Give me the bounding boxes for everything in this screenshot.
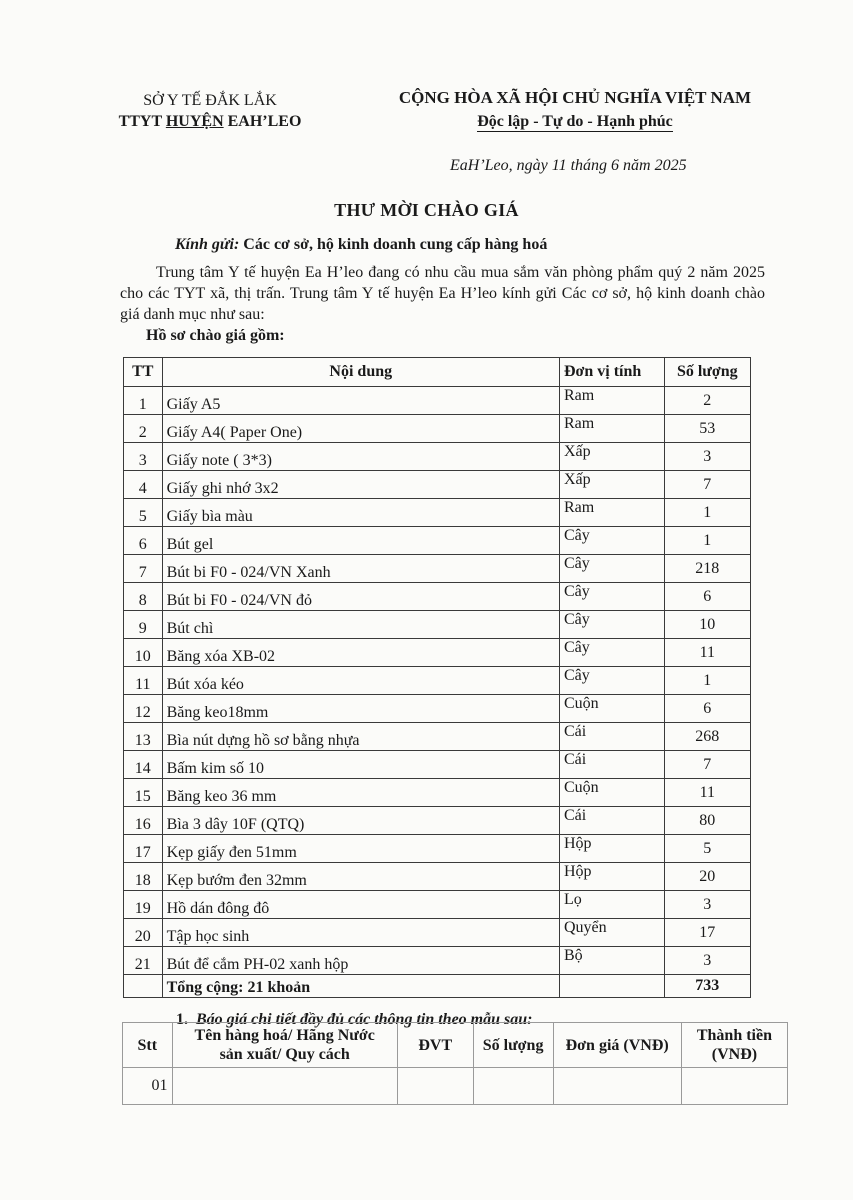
table-row: [124, 947, 751, 975]
row-name: Bút xóa kéo: [162, 667, 559, 695]
national-title: CỘNG HÒA XÃ HỘI CHỦ NGHĨA VIỆT NAM: [398, 88, 752, 107]
quote-table-header: [123, 1023, 788, 1068]
row-qty: 7: [664, 751, 750, 779]
row-name: Bút chì: [162, 611, 559, 639]
row-qty: 3: [664, 947, 750, 975]
table-row: [124, 779, 751, 807]
row-name: Bìa 3 dây 10F (QTQ): [162, 807, 559, 835]
row-tt: 6: [124, 527, 163, 555]
row-unit: Bộ: [559, 947, 664, 975]
document-title: THƯ MỜI CHÀO GIÁ: [334, 200, 519, 220]
row-name: Bút bi F0 - 024/VN đỏ: [162, 583, 559, 611]
table-row: [124, 639, 751, 667]
row-qty: 268: [664, 723, 750, 751]
row-qty: 218: [664, 555, 750, 583]
row-tt: 5: [124, 499, 163, 527]
row-unit: Ram: [559, 499, 664, 527]
table-row: [124, 863, 751, 891]
row-tt: 9: [124, 611, 163, 639]
table-row: [124, 891, 751, 919]
row-tt: 17: [124, 835, 163, 863]
items-table: [123, 357, 751, 998]
row-name: Kẹp bướm đen 32mm: [162, 863, 559, 891]
row-qty: 1: [664, 667, 750, 695]
agency-line2: TTYT HUYỆN EAH’LEO: [118, 113, 302, 130]
row-unit: Ram: [559, 415, 664, 443]
quote-row: [123, 1068, 788, 1105]
dossier-heading: Hồ sơ chào giá gồm:: [146, 327, 285, 344]
row-name: Kẹp giấy đen 51mm: [162, 835, 559, 863]
col-stt: Stt: [123, 1023, 173, 1068]
col-thanh-tien: Thành tiền (VNĐ): [681, 1023, 787, 1068]
table-row: [124, 499, 751, 527]
items-table-header: [124, 358, 751, 387]
row-tt: 21: [124, 947, 163, 975]
row-unit: Ram: [559, 387, 664, 415]
quote-template-table: [122, 1022, 788, 1105]
national-header: [385, 86, 765, 134]
row-qty: 5: [664, 835, 750, 863]
table-row: [124, 695, 751, 723]
row-tt: 1: [124, 387, 163, 415]
table-row: [124, 415, 751, 443]
row-unit: Xấp: [559, 443, 664, 471]
row-name: Bút để cắm PH-02 xanh hộp: [162, 947, 559, 975]
row-qty: 1: [664, 499, 750, 527]
agency-header: [110, 90, 310, 132]
row-name: Giấy note ( 3*3): [162, 443, 559, 471]
row-unit: Cây: [559, 611, 664, 639]
col-don-vi: Đơn vị tính: [559, 358, 664, 387]
row-name: Bấm kim số 10: [162, 751, 559, 779]
table-row: [124, 583, 751, 611]
col-don-gia: Đơn giá (VNĐ): [553, 1023, 681, 1068]
row-name: Băng xóa XB-02: [162, 639, 559, 667]
row-unit: Lọ: [559, 891, 664, 919]
row-name: Giấy A5: [162, 387, 559, 415]
row-unit: Cây: [559, 583, 664, 611]
row-unit: Cuộn: [559, 695, 664, 723]
row-tt: 18: [124, 863, 163, 891]
row-tt: 8: [124, 583, 163, 611]
total-qty: 733: [664, 975, 750, 998]
row-name: Giấy bìa màu: [162, 499, 559, 527]
section-1-heading: 1. Báo giá chi tiết đầy đủ các thông tin theo mẫu sau:: [176, 1011, 533, 1028]
row-unit: Cây: [559, 639, 664, 667]
date-line: EaH’Leo, ngày 11 tháng 6 năm 2025: [450, 157, 687, 174]
row-qty: 11: [664, 639, 750, 667]
row-unit: Hộp: [559, 863, 664, 891]
row-tt: 4: [124, 471, 163, 499]
row-name: Bút gel: [162, 527, 559, 555]
row-tt: 7: [124, 555, 163, 583]
row-unit: Cây: [559, 555, 664, 583]
table-row: [124, 919, 751, 947]
intro-paragraph: Trung tâm Y tế huyện Ea H’leo đang có nhu cầu mua sắm văn phòng phẩm quý 2 năm 2025 cho các TYT xã, thị trấn. Trung tâm Y tế huyện Ea H’leo kính gửi Các cơ sở, hộ kinh doanh chào giá danh mục như sau:: [120, 264, 765, 323]
agency-line1: SỞ Y TẾ ĐẮK LẮK: [143, 92, 277, 109]
row-tt: 13: [124, 723, 163, 751]
row-tt: 10: [124, 639, 163, 667]
table-row: [124, 527, 751, 555]
row-qty: 20: [664, 863, 750, 891]
row-qty: 1: [664, 527, 750, 555]
row-unit: Cái: [559, 751, 664, 779]
row-unit: Hộp: [559, 835, 664, 863]
table-row: [124, 667, 751, 695]
row-qty: 2: [664, 387, 750, 415]
row-name: Giấy ghi nhớ 3x2: [162, 471, 559, 499]
col-dvt: ĐVT: [397, 1023, 473, 1068]
row-name: Bìa nút dựng hồ sơ bằng nhựa: [162, 723, 559, 751]
row-tt: 14: [124, 751, 163, 779]
table-row: [124, 443, 751, 471]
national-motto: Độc lập - Tự do - Hạnh phúc: [477, 113, 673, 130]
col-sl: Số lượng: [473, 1023, 553, 1068]
table-row: [124, 751, 751, 779]
row-name: Hồ dán đông đô: [162, 891, 559, 919]
row-tt: 20: [124, 919, 163, 947]
row-unit: Cái: [559, 723, 664, 751]
row-qty: 53: [664, 415, 750, 443]
row-unit: Cây: [559, 527, 664, 555]
row-tt: 16: [124, 807, 163, 835]
row-tt: 3: [124, 443, 163, 471]
total-row: [124, 975, 751, 998]
row-name: Băng keo18mm: [162, 695, 559, 723]
row-tt: 12: [124, 695, 163, 723]
table-row: [124, 387, 751, 415]
col-ten-hang: Tên hàng hoá/ Hãng Nước sản xuất/ Quy cách: [172, 1023, 397, 1068]
row-name: Bút bi F0 - 024/VN Xanh: [162, 555, 559, 583]
row-unit: Xấp: [559, 471, 664, 499]
row-qty: 17: [664, 919, 750, 947]
table-row: [124, 555, 751, 583]
row-unit: Cái: [559, 807, 664, 835]
row-qty: 6: [664, 695, 750, 723]
row-qty: 11: [664, 779, 750, 807]
row-qty: 7: [664, 471, 750, 499]
row-name: Băng keo 36 mm: [162, 779, 559, 807]
row-name: Giấy A4( Paper One): [162, 415, 559, 443]
row-qty: 6: [664, 583, 750, 611]
row-name: Tập học sinh: [162, 919, 559, 947]
col-so-luong: Số lượng: [664, 358, 750, 387]
table-row: [124, 723, 751, 751]
col-noi-dung: Nội dung: [162, 358, 559, 387]
table-row: [124, 835, 751, 863]
total-label: Tổng cộng: 21 khoản: [162, 975, 559, 998]
row-qty: 3: [664, 443, 750, 471]
row-qty: 10: [664, 611, 750, 639]
row-unit: Cây: [559, 667, 664, 695]
quote-row-stt: 01: [123, 1068, 173, 1105]
table-row: [124, 471, 751, 499]
row-unit: Quyển: [559, 919, 664, 947]
row-qty: 80: [664, 807, 750, 835]
row-tt: 19: [124, 891, 163, 919]
table-row: [124, 611, 751, 639]
recipient-line: Kính gửi: Các cơ sở, hộ kinh doanh cung cấp hàng hoá: [175, 236, 548, 253]
row-tt: 2: [124, 415, 163, 443]
row-tt: 15: [124, 779, 163, 807]
row-unit: Cuộn: [559, 779, 664, 807]
col-tt: TT: [124, 358, 163, 387]
row-tt: 11: [124, 667, 163, 695]
table-row: [124, 807, 751, 835]
row-qty: 3: [664, 891, 750, 919]
